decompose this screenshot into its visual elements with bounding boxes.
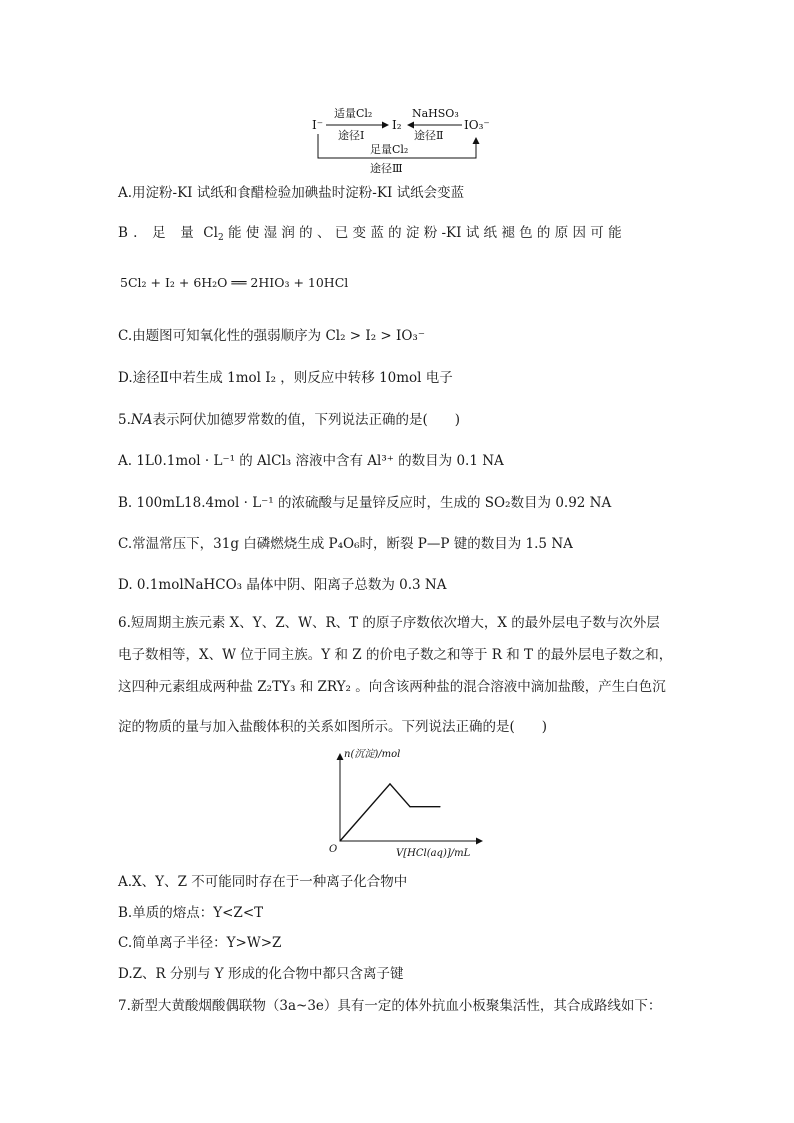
q4-option-b-reagent: $Cl_2$ bbox=[203, 225, 224, 243]
y-axis-label: n(沉淀)/mol bbox=[344, 749, 401, 760]
route-1-label: 途径Ⅰ bbox=[338, 129, 365, 142]
q7-stem-line-1: 7.新型大黄酸烟酸偶联物（3a~3e）具有一定的体外抗血小板聚集活性，其合成路线如下： bbox=[118, 998, 662, 1014]
species-iodine: I₂ bbox=[392, 118, 402, 132]
origin-label: O bbox=[329, 844, 338, 855]
q6-stem-line-1: 6.短周期主族元素 X、Y、Z、W、R、T 的原子序数依次增大，X 的最外层电子数与次外层 bbox=[118, 615, 660, 631]
q5-avogadro-symbol: NA bbox=[130, 412, 153, 428]
q6-stem-line-4: 淀的物质的量与加入盐酸体积的关系如图所示。下列说法正确的是( ) bbox=[118, 719, 548, 735]
q4-option-d-suffix: ，则反应中转移 10mol 电子 bbox=[280, 370, 453, 386]
q4-option-d-prefix: D.途径Ⅱ中若生成 bbox=[118, 370, 223, 386]
q4-option-b-prefix: B. 足 量 bbox=[118, 225, 199, 241]
data-point-3 bbox=[439, 806, 440, 807]
q4-option-d-amount: 1mol I₂ bbox=[227, 370, 276, 386]
q4-option-b-equation: 5Cl₂ + I₂ + 6H₂O ══ 2HIO₃ + 10HCl bbox=[120, 275, 349, 290]
q5-option-a: A. 1L0.1mol · L⁻¹ 的 AlCl₃ 溶液中含有 Al³⁺ 的数目为 0.1 NA bbox=[118, 453, 504, 469]
q4-option-d bbox=[118, 369, 453, 387]
reagent-2-label: NaHSO₃ bbox=[412, 107, 459, 120]
reagent-3-label: 足量Cl₂ bbox=[370, 143, 409, 156]
q6-option-d: D.Z、R 分别与 Y 形成的化合物中都只含离子键 bbox=[118, 966, 404, 982]
species-iodate: IO₃⁻ bbox=[464, 118, 490, 132]
q5-stem-text: 表示阿伏加德罗常数的值，下列说法正确的是( ) bbox=[152, 412, 460, 428]
precipitate-chart bbox=[320, 744, 490, 862]
route-2-label: 途径Ⅱ bbox=[414, 129, 444, 142]
q6-option-c: C.简单离子半径：Y>W>Z bbox=[118, 935, 282, 951]
route-3-label: 途径Ⅲ bbox=[370, 162, 403, 175]
q6-option-a: A.X、Y、Z 不可能同时存在于一种离子化合物中 bbox=[118, 874, 408, 890]
q5-stem bbox=[118, 411, 460, 429]
data-point-0 bbox=[339, 840, 340, 841]
q5-option-d: D. 0.1molNaHCO₃ 晶体中阴、阳离子总数为 0.3 NA bbox=[118, 577, 447, 593]
reagent-1-label: 适量Cl₂ bbox=[334, 107, 373, 120]
data-point-1 bbox=[389, 783, 390, 784]
q6-stem-line-2: 电子数相等，X、W 位于同主族。Y 和 Z 的价电子数之和等于 R 和 T 的最外层电子数之和， bbox=[118, 647, 673, 663]
series-line bbox=[340, 784, 440, 841]
iodine-route-diagram bbox=[300, 96, 500, 178]
q4-option-a: A.用淀粉-KI 试纸和食醋检验加碘盐时淀粉-KI 试纸会变蓝 bbox=[118, 185, 465, 201]
q6-stem-line-3: 这四种元素组成两种盐 Z₂TY₃ 和 ZRY₂ 。向含该两种盐的混合溶液中滴加盐酸，产生白色沉 bbox=[118, 679, 666, 695]
q5-number: 5. bbox=[118, 412, 131, 428]
q4-option-b bbox=[118, 224, 622, 242]
data-point-2 bbox=[409, 806, 410, 807]
q4-option-c bbox=[118, 327, 425, 345]
species-iodide: I⁻ bbox=[312, 118, 324, 132]
q4-option-b-text: 能 使 湿 润 的 、 已 变 蓝 的 淀 粉 -KI 试 纸 褪 色 的 原 因 可 能 bbox=[227, 225, 622, 241]
q4-option-c-prefix: C.由题图可知氧化性的强弱顺序为 bbox=[118, 328, 322, 344]
q5-option-b: B. 100mL18.4mol · L⁻¹ 的浓硫酸与足量锌反应时，生成的 SO₂数目为 0.92 NA bbox=[118, 495, 612, 511]
q5-option-c: C.常温常压下，31g 白磷燃烧生成 P₄O₆时，断裂 P—P 键的数目为 1.5 NA bbox=[118, 536, 573, 552]
q4-option-c-order: Cl₂ > I₂ > IO₃⁻ bbox=[325, 328, 425, 344]
x-axis-label: V[HCl(aq)]/mL bbox=[396, 848, 471, 859]
q6-option-b: B.单质的熔点：Y<Z<T bbox=[118, 905, 264, 921]
